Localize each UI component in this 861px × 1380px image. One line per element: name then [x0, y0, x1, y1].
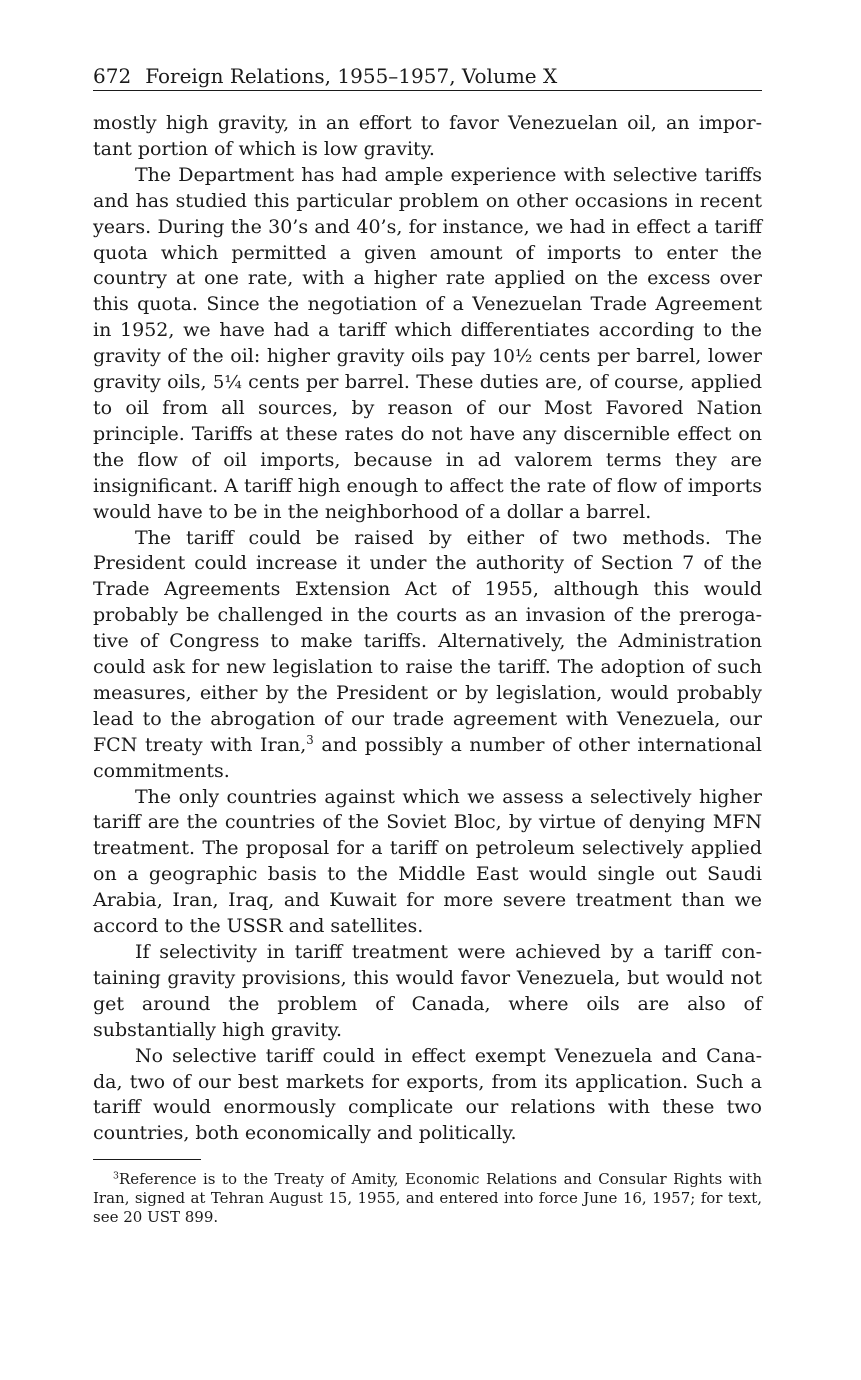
- fraction-higher-rate: 10½: [491, 346, 533, 368]
- document-page: [93, 62, 762, 1227]
- paragraph-text: cents per barrel. These duties are, of course, applied to oil from all sources, by reason of our Most Favored Nation principle. Tariffs at these rates do not have any discernible effect on the flow of oil imports, because in ad valorem terms they are insignificant. A tariff high enough to affect the rate of flow of imports would have to be in the neighborhood of a dollar a barrel.: [93, 371, 763, 523]
- paragraph-selective-tariffs: [93, 163, 762, 526]
- paragraph-text: cents per barrel, lower gravity oils,: [93, 345, 763, 394]
- footnote-divider: [93, 1159, 201, 1160]
- footnote-reference: 3: [306, 732, 314, 747]
- footnote-marker: 3: [113, 1170, 119, 1182]
- paragraph-text: and possibly a number of other international commitments.: [93, 733, 762, 782]
- paragraph-venezuela-canada: No selective tariff could in effect exempt Venezuela and Cana-da, two of our best markets for exports, from its application. Such a tariff would enormously complicate our relations with these two countries, both economically and politically.: [93, 1044, 762, 1145]
- paragraph-continued: mostly high gravity, in an effort to favor Venezuelan oil, an impor-tant portion of which is low gravity.: [93, 112, 762, 160]
- paragraph-soviet-bloc: The only countries against which we assess a selectively higher tariff are the countries of the Soviet Bloc, by virtue of denying MFN treatment. The proposal for a tariff on petroleum selectively applied on a geographic basis to the Middle East would single out Saudi Arabia, Iran, Iraq, and Kuwait for more severe treatment than we accord to the USSR and satellites.: [93, 785, 762, 938]
- footnote-text: Reference is to the Treaty of Amity, Economic Relations and Consular Rights with Iran, signed at Tehran August 15, 1955, and entered into force June 16, 1957; for text, see 20 UST 899.: [93, 1170, 762, 1227]
- paragraph-text: The tariff could be raised by either of two methods. The President could increase it under the authority of Section 7 of the Trade Agreements Extension Act of 1955, although this would probably be challenged in the courts as an invasion of the preroga-tive of Congress to make tariffs. Alternatively, the Administration could ask for new legislation to raise the tariff. The adoption of such measures, either by the President or by legislation, would probably lead to the abrogation of our trade agreement with Venezuela, our FCN treaty with Iran,: [93, 526, 762, 756]
- footnote: [93, 1170, 762, 1227]
- running-head: [93, 62, 762, 91]
- paragraph-text: The Department has had ample experience with selective tariffs and has studied this particular problem on other occasions in recent years. During the 30’s and 40’s, for instance, we had in effect a tariff quota which permitted a given amount of imports to enter the country at one rate, with a higher rate applied on the excess over this quota. Since the negotiation of a Venezuelan Trade Agreement in 1952, we have had a tariff which differentiates according to the gravity of the oil: higher gravity oils pay: [93, 163, 762, 368]
- body-text: [93, 111, 762, 1147]
- page-number: 672: [93, 64, 132, 88]
- paragraph-gravity-provisions: If selectivity in tariff treatment were achieved by a tariff con-taining gravity provisions, this would favor Venezuela, but would not get around the problem of Canada, where oils are also of substantially high gravity.: [93, 941, 762, 1041]
- paragraph-raising-tariff: [93, 526, 762, 785]
- fraction-lower-rate: 5¼: [212, 372, 242, 394]
- running-title: Foreign Relations, 1955–1957, Volume X: [145, 64, 558, 88]
